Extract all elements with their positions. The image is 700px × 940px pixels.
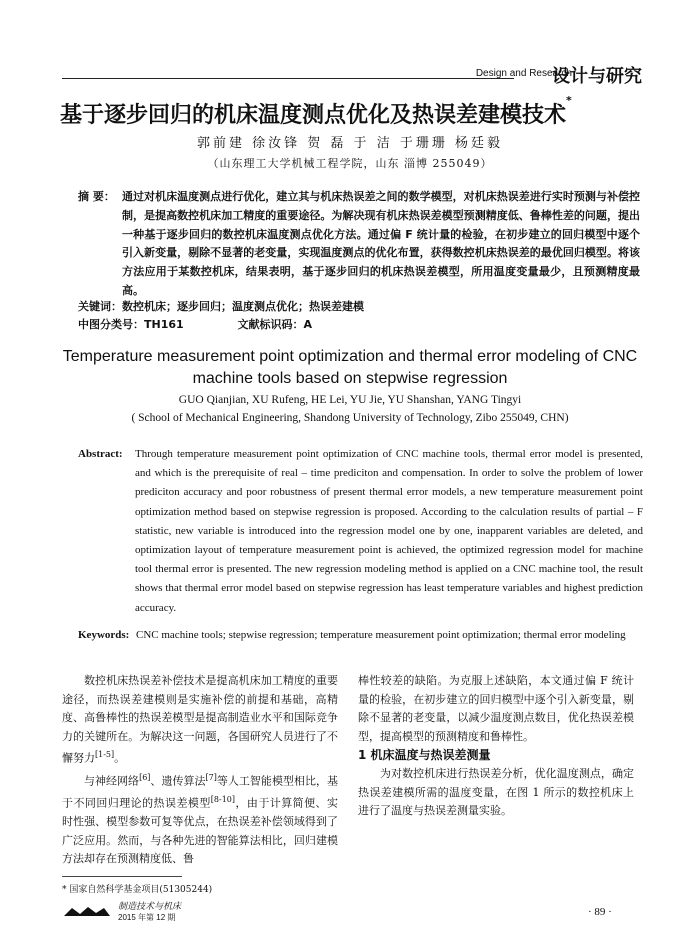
body-paragraph: 与神经网络[6]、遗传算法[7]等人工智能模型相比，基于不同回归理论的热误差模型[8-10]，由于计算简便、实时性强、模型参数可复等优点，在热误差补偿领域得到了广泛应用。然而，与各种先进的智能算法相比，回归建模方法却存在预测精度低、鲁 — [62, 772, 339, 866]
paper-title-en: Temperature measurement point optimization and thermal error modeling of CNC machine tools based on stepwise regression — [62, 348, 638, 387]
body-paragraph: 数控机床热误差补偿技术是提高机床加工精度的重要途径，而热误差建模则是实施补偿的前提和基础，高精度、高鲁棒性的热误差模型是提高制造业水平和国际竞争力的关键所在。为解决这一问题，各国研究人员进行了不懈努力[1-5]。 — [62, 674, 338, 766]
title-text: 基于逐步回归的机床温度测点优化及热误差建模技术 — [60, 103, 567, 128]
affiliation-cn: （山东理工大学机械工程学院，山东 淄博 255049） — [207, 157, 493, 170]
keywords-en-label: Keywords: — [78, 629, 130, 641]
keywords-cn: 关键词：数控机床；逐步回归；温度测点优化；热误差建模 — [78, 300, 364, 313]
journal-name: 制造技术与机床 — [118, 902, 182, 912]
abstract-en — [78, 445, 643, 618]
citation[interactable]: [7] — [205, 772, 217, 782]
document-code: 文献标识码：A — [237, 318, 313, 331]
funding-footnote: * 国家自然科学基金项目(51305244) — [62, 885, 213, 895]
journal-logo-icon — [62, 904, 112, 918]
abstract-cn — [78, 188, 640, 301]
body-paragraph: 棒性较差的缺陷。为克服上述缺陷，本文通过偏 F 统计量的检验，在初步建立的回归模型中逐个引入新变量，剔除不显著的老变量，以减少温度测点数目，优化热误差模型，提高模型的预测精度和鲁棒性。 — [358, 674, 634, 743]
journal-issue: 2015 年第 12 期 — [118, 913, 176, 922]
footnote-rule — [62, 876, 182, 877]
body-paragraph: 为对数控机床进行热误差分析，优化温度测点，确定热误差建模所需的温度变量，在图 1 所示的数控机床上进行了温度与热误差测量实验。 — [358, 766, 634, 818]
authors-cn: 郭前建 徐汝锋 贺 磊 于 洁 于珊珊 杨廷毅 — [197, 136, 503, 151]
keywords-en — [78, 626, 643, 645]
classification-line — [78, 316, 638, 332]
abstract-en-text: Through temperature measurement point optimization of CNC machine tools, thermal error model is presented, and which is the prerequisite of real – time prediciton and compensation. In order to solve the problem of lower prediciton accuracy and poor robustness of present thermal error models, a new temperature measurement point optimization method based on stepwise regression is proposed. According to the calculation results of partial – F statistic, new variable is introduced into the regression model one by one, inapparent variables are deleted, and optimization layout of temperature measurement point is achieved, the optimized regression model for machine tool thermal error is presented. The new regression modeling method is applied on a CNC machine tool, the result shows that thermal error model based on stepwise regression has least temperature variables and highest prediction accuracy. — [135, 448, 643, 614]
page-number: · 89 · — [588, 906, 612, 918]
running-header — [62, 56, 642, 92]
authors-en: GUO Qianjian, XU Rufeng, HE Lei, YU Jie, YU Shanshan, YANG Tingyi — [178, 394, 522, 406]
citation[interactable]: [8-10] — [210, 794, 235, 804]
title-footnote-mark: * — [566, 93, 572, 107]
body-column-left — [62, 672, 338, 869]
paper-title-cn — [60, 93, 660, 129]
abstract-cn-label: 摘 要： — [78, 190, 115, 203]
header-section-cn: 设计与研究 — [552, 66, 642, 87]
citation[interactable]: [6] — [139, 772, 151, 782]
abstract-cn-text: 通过对机床温度测点进行优化，建立其与机床热误差之间的数学模型，对机床热误差进行实时预测与补偿控制，是提高数控机床加工精度的重要途径。为解决现有机床热误差模型预测精度低、鲁棒性差的问题，提出一种基于逐步回归的数控机床温度测点优化方法。通过偏 F 统计量的检验，在初步建立的回归模型中逐个引入新变量，剔除不显著的老变量，实现温度测点的优化布置，获得数控机床热误差的最优回归模型。将该方法应用于某数控机床，结果表明，基于逐步回归的机床热误差模型，所用温度变量最少，且预测精度最高。 — [122, 190, 640, 297]
abstract-en-label: Abstract: — [78, 448, 123, 460]
clc-number: 中图分类号：TH161 — [78, 318, 184, 331]
body-column-right — [358, 672, 634, 821]
header-section-en: Design and Research — [475, 68, 572, 79]
affiliation-en: ( School of Mechanical Engineering, Shandong University of Technology, Zibo 255049, CHN) — [131, 412, 569, 424]
keywords-en-text: CNC machine tools; stepwise regression; temperature measurement point optimization; thermal error modeling — [136, 629, 626, 641]
header-rule — [62, 78, 514, 79]
citation[interactable]: [1-5] — [95, 750, 115, 760]
section-heading: 1 机床温度与热误差测量 — [358, 748, 491, 763]
